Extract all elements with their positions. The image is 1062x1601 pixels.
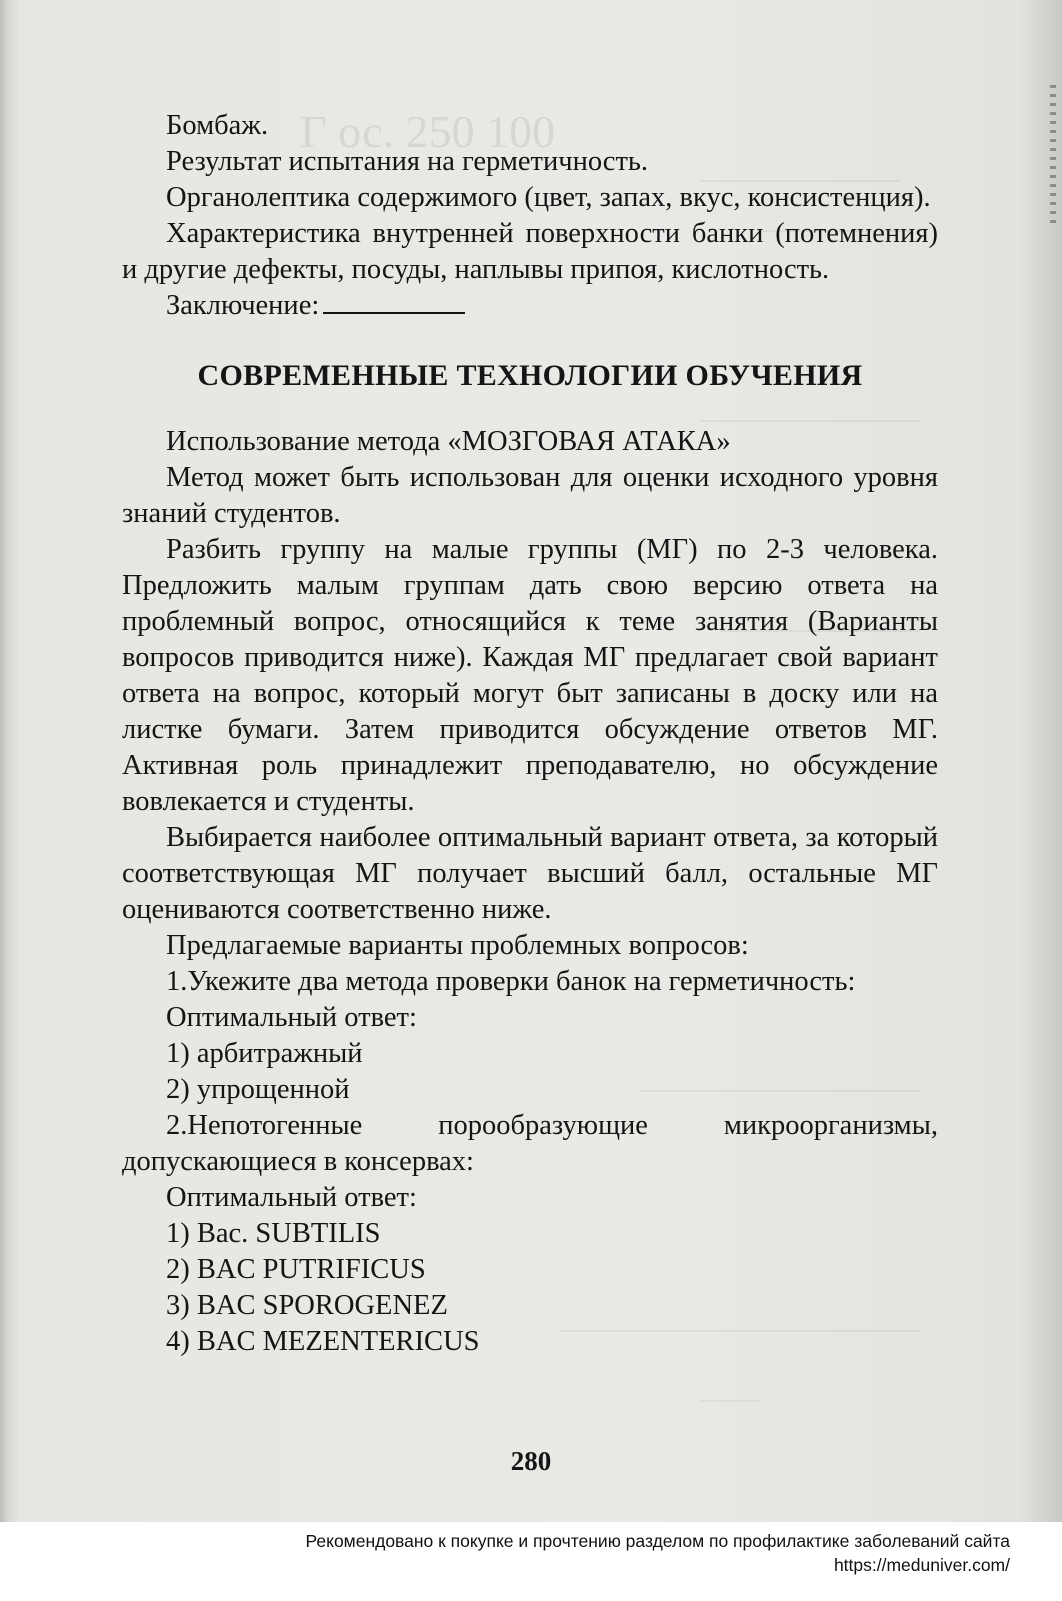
answer-label: Оптимальный ответ: bbox=[166, 1182, 417, 1213]
text-line: Бомбаж. bbox=[166, 110, 269, 141]
answer-label: Оптимальный ответ: bbox=[166, 1002, 417, 1033]
footer-note: Рекомендовано к покупке и прочтению разделом по профилактике заболеваний сайта https://meduniver.com/ bbox=[305, 1531, 1010, 1575]
paragraph: Выбирается наиболее оптимальный вариант ответа, за который соответствующая МГ получает высший балл, остальные МГ оцениваются соответственно ниже. bbox=[122, 822, 938, 925]
paragraph: Органолептика содержимого (цвет, запах, вкус, консистенция). bbox=[166, 182, 931, 213]
answer-item: 2) BAC PUTRIFICUS bbox=[166, 1254, 426, 1285]
conclusion-label: Заключение: bbox=[166, 290, 320, 321]
show-through-heading: Г ос. 250 100 bbox=[300, 106, 556, 157]
answer-item: 3) BAC SPOROGENEZ bbox=[166, 1290, 448, 1321]
question: 1.Укежите два метода проверки банок на герметичность: bbox=[166, 966, 856, 997]
paragraph: Использование метода «МОЗГОВАЯ АТАКА» bbox=[166, 426, 731, 457]
question: 2.Непотогенные порообразующие микроорганизмы, допускающиеся в консервах: bbox=[122, 1110, 938, 1177]
page-edge-marks bbox=[1050, 85, 1056, 225]
conclusion-line bbox=[122, 288, 938, 324]
page-body bbox=[122, 108, 938, 1360]
answer-item: 2) упрощенной bbox=[166, 1074, 350, 1105]
paragraph: Разбить группу на малые группы (МГ) по 2-3 человека. Предложить малым группам дать свою версию ответа на проблемный вопрос, относящийся к теме занятия (Варианты вопросов приводится ниже). Каждая МГ предлагает свой вариант ответа на вопрос, который могут быт записаны в доску или на листке бумаги. Затем приводится обсуждение ответов МГ. Активная роль принадлежит преподавателю, но обсуждение вовлекается и студенты. bbox=[122, 534, 938, 817]
paragraph: Метод может быть использован для оценки исходного уровня знаний студентов. bbox=[122, 462, 938, 529]
paragraph: Предлагаемые варианты проблемных вопросов: bbox=[166, 930, 749, 961]
text-line: Результат испытания на герметичность. bbox=[166, 146, 649, 177]
page-number: 280 bbox=[510, 1446, 552, 1476]
answer-item: 1) Bac. SUBTILIS bbox=[166, 1218, 381, 1249]
answer-item: 4) BAC MEZENTERICUS bbox=[166, 1326, 480, 1357]
section-title: СОВРЕМЕННЫЕ ТЕХНОЛОГИИ ОБУЧЕНИЯ bbox=[197, 359, 863, 392]
show-through-line bbox=[700, 1400, 760, 1402]
conclusion-blank bbox=[323, 290, 465, 314]
paragraph: Характеристика внутренней поверхности банки (потемнения) и другие дефекты, посуды, наплывы припоя, кислотность. bbox=[122, 218, 938, 285]
answer-item: 1) арбитражный bbox=[166, 1038, 363, 1069]
